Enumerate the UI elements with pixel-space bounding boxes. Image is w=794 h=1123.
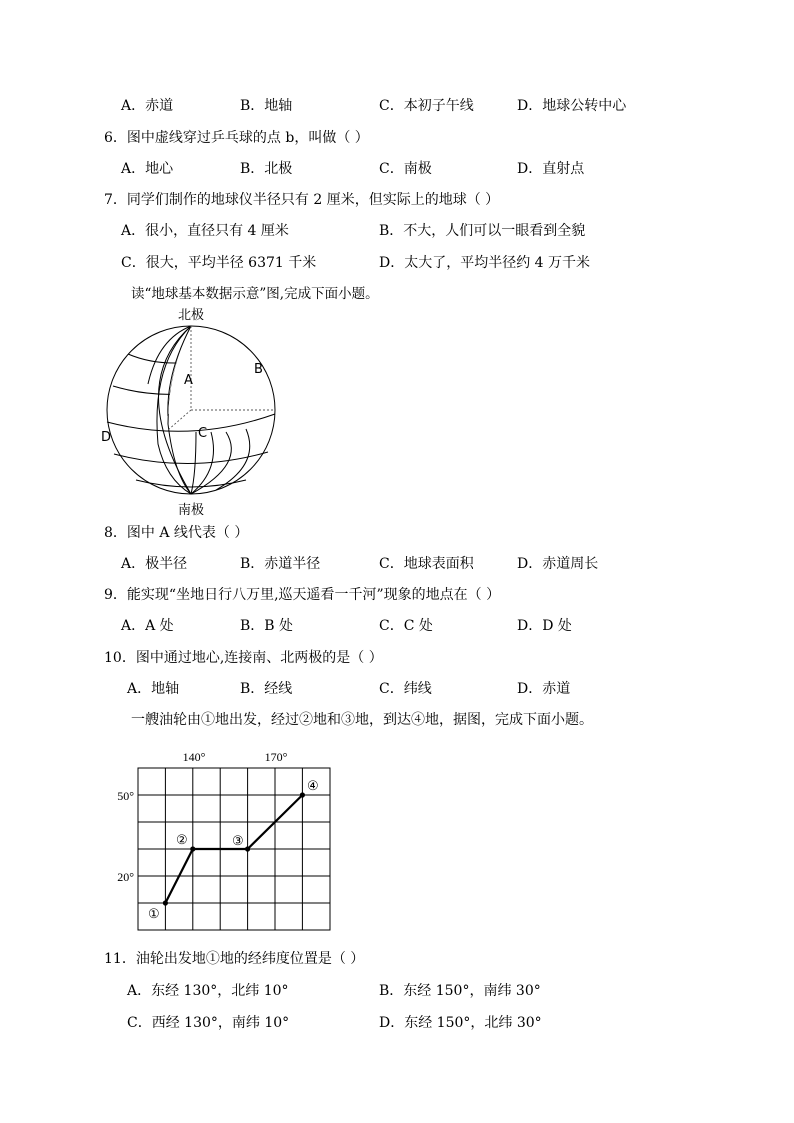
q5-option-c: C．本初子午线 [379,98,474,114]
q10-option-a: A．地轴 [127,681,180,697]
q8-option-b: B．赤道半径 [240,556,321,572]
latitude-arc [107,414,275,431]
q11-option-b: B．东经 150°，南纬 30° [379,983,541,999]
route-point-4 [300,792,305,797]
q7-option-c: C．很大，平均半径 6371 千米 [121,255,317,271]
q6-option-a: A．地心 [121,161,174,177]
lat-label-20: 20° [117,870,134,884]
globe-label-c: C [198,426,208,441]
point-label-2: ② [176,832,188,847]
q8-stem: 8．图中 A 线代表（ ） [104,525,249,541]
point-label-4: ④ [307,778,319,793]
globe-label-b: B [254,362,263,377]
q8-option-d: D．赤道周长 [517,556,599,572]
globe-label-north: 北极 [177,308,205,323]
q9-option-d: D．D 处 [517,618,572,634]
globe-diagram [96,304,286,518]
q10-option-b: B．经线 [240,681,293,697]
q8-option-c: C．地球表面积 [379,556,474,572]
globe-intro: 读“地球基本数据示意”图,完成下面小题。 [131,286,379,302]
q9-option-c: C．C 处 [379,618,433,634]
route-point-1 [163,900,168,905]
globe-label-south: 南极 [177,503,205,518]
lon-label-170: 170° [264,750,288,764]
lat-label-50: 50° [117,789,134,803]
lat-lon-grid-diagram [108,744,338,936]
q5-option-d: D．地球公转中心 [517,98,627,114]
q11-option-d: D．东经 150°，北纬 30° [379,1015,542,1031]
q8-option-a: A．极半径 [121,556,188,572]
q7-stem: 7．同学们制作的地球仪半径只有 2 厘米，但实际上的地球（ ） [104,192,500,208]
point-label-1: ① [148,906,160,921]
q7-option-a: A．很小，直径只有 4 厘米 [121,223,289,239]
globe-label-a: A [184,373,193,388]
point-label-3: ③ [232,833,244,848]
q6-stem: 6．图中虚线穿过乒乓球的点 b，叫做（ ） [104,130,369,146]
q7-option-d: D．太大了，平均半径约 4 万千米 [379,255,591,271]
route-point-2 [190,846,195,851]
q9-stem: 9．能实现“坐地日行八万里,巡天遥看一千河”现象的地点在（ ） [104,587,501,603]
q9-option-a: A．A 处 [121,618,174,634]
q5-option-a: A．赤道 [121,98,174,114]
q6-option-b: B．北极 [240,161,293,177]
q11-option-c: C．西经 130°，南纬 10° [127,1015,290,1031]
route-point-3 [245,846,250,851]
q11-option-a: A．东经 130°，北纬 10° [127,983,289,999]
q6-option-c: C．南极 [379,161,432,177]
ship-intro: 一艘油轮由①地出发，经过②地和③地，到达④地，据图，完成下面小题。 [131,712,593,728]
q9-option-b: B．B 处 [240,618,294,634]
q10-option-d: D．赤道 [517,681,571,697]
q6-option-d: D．直射点 [517,161,585,177]
q10-option-c: C．纬线 [379,681,432,697]
globe-label-d: D [101,430,112,445]
q11-stem: 11．油轮出发地①地的经纬度位置是（ ） [104,951,365,967]
q7-option-b: B．不大，人们可以一眼看到全貌 [379,223,586,239]
lon-label-140: 140° [182,750,206,764]
latitude-arc [114,452,268,464]
q5-option-b: B．地轴 [240,98,293,114]
q10-stem: 10．图中通过地心,连接南、北两极的是（ ） [104,650,383,666]
